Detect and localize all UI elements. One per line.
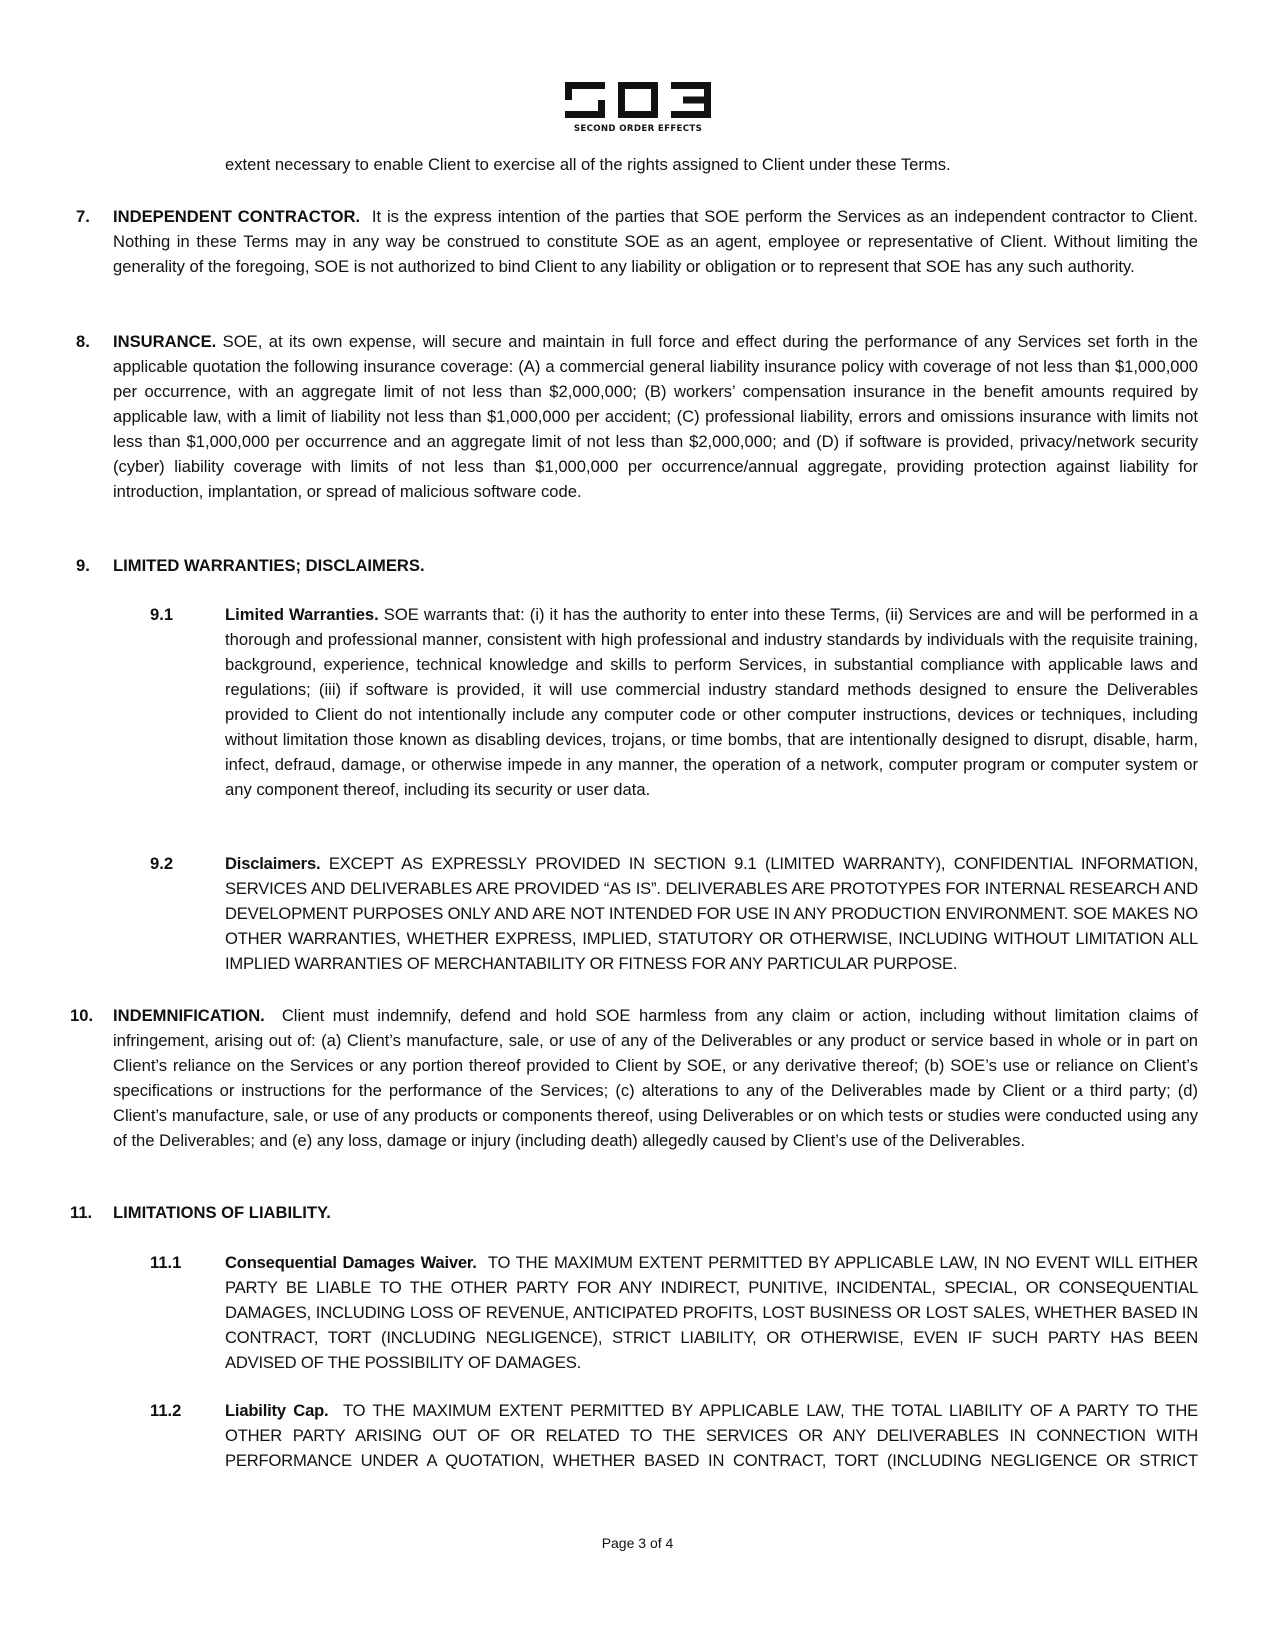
section-9-2-number: 9.2 xyxy=(150,854,174,873)
section-11-title: LIMITATIONS OF LIABILITY. xyxy=(113,1203,331,1222)
continuation-text: extent necessary to enable Client to exercise all of the rights assigned to Client under these Terms. xyxy=(225,155,951,174)
section-11-number: 11. xyxy=(70,1203,93,1222)
section-9-2-title: Disclaimers. xyxy=(225,854,321,873)
soe-logo-mark-icon xyxy=(565,82,711,118)
section-9-1 xyxy=(225,602,1198,802)
section-11-1-text: TO THE MAXIMUM EXTENT PERMITTED BY APPLICABLE LAW, IN NO EVENT WILL EITHER PARTY BE LIABLE TO THE OTHER PARTY FOR ANY INDIRECT, PUNITIVE, INCIDENTAL, SPECIAL, OR CONSEQUENTIAL DAMAGES, INCLUDING LOSS OF REVENUE, ANTICIPATED PROFITS, LOST BUSINESS OR LOST SALES, WHETHER BASED IN CONTRACT, TORT (INCLUDING NEGLIGENCE), STRICT LIABILITY, OR OTHERWISE, EVEN IF SUCH PARTY HAS BEEN ADVISED OF THE POSSIBILITY OF DAMAGES. xyxy=(225,1253,1198,1372)
section-11-2-number: 11.2 xyxy=(150,1401,182,1420)
section-9-2 xyxy=(225,851,1198,976)
section-10 xyxy=(113,1003,1198,1153)
section-7-text: It is the express intention of the parties that SOE perform the Services as an independent contractor to Client. Nothing in these Terms may in any way be construed to constitute SOE as an agent, employee or representative of Client. Without limiting the generality of the foregoing, SOE is not authorized to bind Client to any liability or obligation or to represent that SOE has any such authority. xyxy=(113,207,1198,276)
section-9-1-number: 9.1 xyxy=(150,605,174,624)
section-8-title: INSURANCE. xyxy=(113,332,217,351)
section-11-2-title: Liability Cap. xyxy=(225,1401,329,1420)
section-10-number: 10. xyxy=(70,1006,94,1025)
section-9-2-text: EXCEPT AS EXPRESSLY PROVIDED IN SECTION 9.1 (LIMITED WARRANTY), CONFIDENTIAL INFORMATION, SERVICES AND DELIVERABLES ARE PROVIDED “AS IS”. DELIVERABLES ARE PROTOTYPES FOR INTERNAL RESEARCH AND DEVELOPMENT PURPOSES ONLY AND ARE NOT INTENDED FOR USE IN ANY PRODUCTION ENVIRONMENT. SOE MAKES NO OTHER WARRANTIES, WHETHER EXPRESS, IMPLIED, STATUTORY OR OTHERWISE, INCLUDING WITHOUT LIMITATION ALL IMPLIED WARRANTIES OF MERCHANTABILITY OR FITNESS FOR ANY PARTICULAR PURPOSE. xyxy=(225,854,1198,973)
page-number: Page 3 of 4 xyxy=(601,1535,674,1551)
section-11-2 xyxy=(225,1398,1198,1473)
logo-tagline: SECOND ORDER EFFECTS xyxy=(573,124,703,134)
section-7-number: 7. xyxy=(76,207,90,226)
section-7 xyxy=(113,204,1198,279)
section-8-number: 8. xyxy=(76,332,90,351)
section-8-text: SOE, at its own expense, will secure and maintain in full force and effect during the performance of any Services set forth in the applicable quotation the following insurance coverage: (A) a commercial general liability insurance policy with coverage of not less than $1,000,000 per occurrence, with an aggregate limit of not less than $2,000,000; (B) workers’ compensation insurance in the benefit amounts required by applicable law, with a limit of liability not less than $1,000,000 per accident; (C) professional liability, errors and omissions insurance with limits not less than $1,000,000 per occurrence and an aggregate limit of not less than $2,000,000; and (D) if software is provided, privacy/network security (cyber) liability coverage with limits of not less than $1,000,000 per occurrence/annual aggregate, providing protection against liability for introduction, implantation, or spread of malicious software code. xyxy=(113,332,1198,501)
section-10-title: INDEMNIFICATION. xyxy=(113,1006,265,1025)
section-9-number: 9. xyxy=(76,556,90,575)
section-11-1-number: 11.1 xyxy=(150,1253,182,1272)
section-8 xyxy=(113,329,1198,504)
soe-logo xyxy=(565,82,711,118)
section-11-1 xyxy=(225,1250,1198,1375)
section-11-1-title: Consequential Damages Waiver. xyxy=(225,1253,477,1272)
section-9-1-title: Limited Warranties. xyxy=(225,605,379,624)
section-7-title: INDEPENDENT CONTRACTOR. xyxy=(113,207,361,226)
section-10-text: Client must indemnify, defend and hold SOE harmless from any claim or action, including without limitation claims of infringement, arising out of: (a) Client’s manufacture, sale, or use of any of the Deliverables or any product or service based in whole or in part on Client’s reliance on the Services or any portion thereof provided to Client by SOE, or any derivative thereof; (b) SOE’s use or reliance on Client’s specifications or instructions for the performance of the Services; (c) alterations to any of the Deliverables made by Client or a third party; (d) Client’s manufacture, sale, or use of any products or components thereof, using Deliverables or on which tests or studies were conducted using any of the Deliverables; and (e) any loss, damage or injury (including death) allegedly caused by Client’s use of the Deliverables. xyxy=(113,1006,1198,1150)
section-9-1-text: SOE warrants that: (i) it has the authority to enter into these Terms, (ii) Services are and will be performed in a thorough and professional manner, consistent with high professional and industry standards by individuals with the requisite training, background, experience, technical knowledge and skills to perform Services, in substantial compliance with applicable laws and regulations; (iii) if software is provided, it will use commercial industry standard methods designed to ensure the Deliverables provided to Client do not intentionally include any computer code or other computer instructions, devices or techniques, including without limitation those known as disabling devices, trojans, or time bombs, that are intentionally designed to disrupt, disable, harm, infect, defraud, damage, or otherwise impede in any manner, the operation of a network, computer program or computer system or any component thereof, including its security or user data. xyxy=(225,605,1198,799)
section-11-2-text: TO THE MAXIMUM EXTENT PERMITTED BY APPLICABLE LAW, THE TOTAL LIABILITY OF A PARTY TO THE OTHER PARTY ARISING OUT OF OR RELATED TO THE SERVICES OR ANY DELIVERABLES IN CONNECTION WITH PERFORMANCE UNDER A QUOTATION, WHETHER BASED IN CONTRACT, TORT (INCLUDING NEGLIGENCE OR STRICT xyxy=(225,1401,1198,1470)
section-9-title: LIMITED WARRANTIES; DISCLAIMERS. xyxy=(113,556,425,575)
